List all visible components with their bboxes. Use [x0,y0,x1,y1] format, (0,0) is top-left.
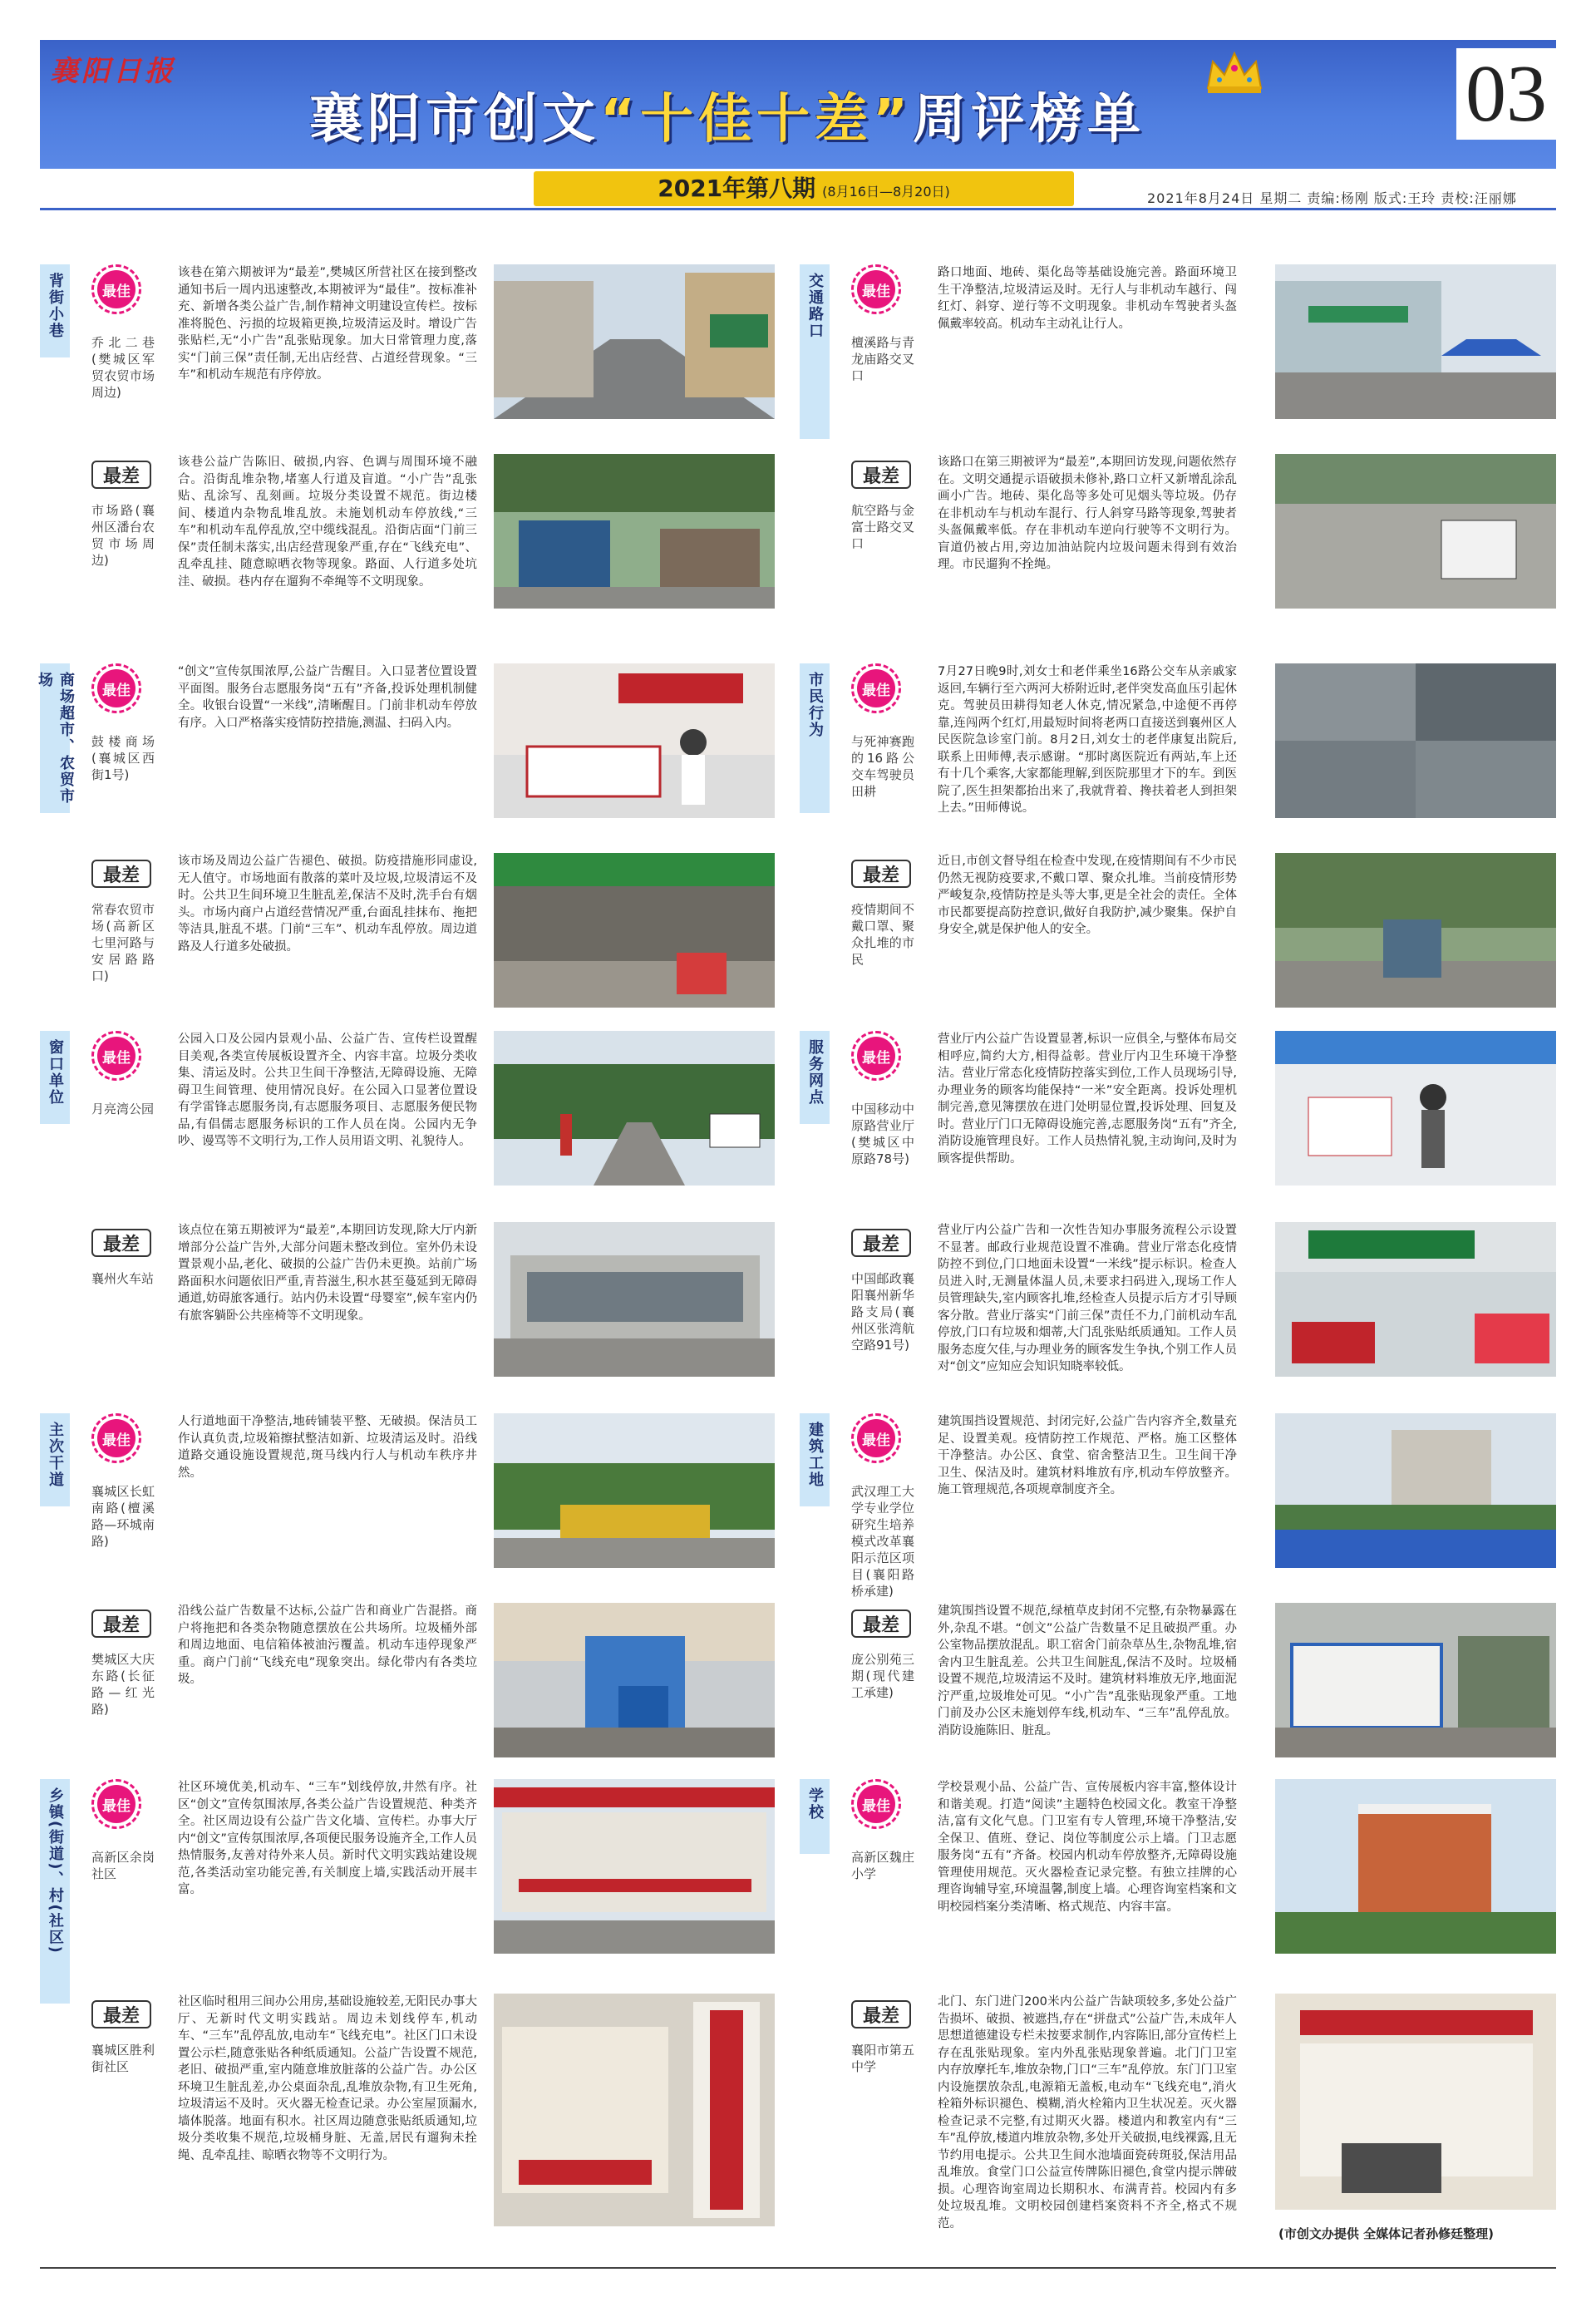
entry-text: 该点位在第五期被评为“最差”,本期回访发现,除大厅内新增部分公益广告外,大部分问题未整改到位。室外仍未设置景观小品,老化、破损的公益广告仍未更换。站前广场路面积水问题依旧严重,青苔滋生,积水甚至蔓延到无障碍通道,妨碍旅客通行。站内仍未设置“母婴室”,候车室内仍有旅客躺卧公共座椅等不文明现象。 [178,1224,477,1323]
entry-text: 该巷公益广告陈旧、破损,内容、色调与周围环境不融合。沿街乱堆杂物,堵塞人行道及盲道。“小广告”乱张贴、乱涂写、乱刻画。垃圾分类设置不规范。街边楼间、楼道内杂物乱堆乱放。未施划机动车停放线,“三车”和机动车乱停乱放,空中缆线混乱。沿街店面“门前三保”责任制未落实,出店经营现象严重,存在“飞线充电”、乱牵乱挂、随意晾晒衣物等现象。路面、人行道多处坑洼、破损。巷内存在遛狗不牵绳等不文明现象。 [178,456,477,589]
photo-daqing-road [494,1603,775,1757]
entry-text: 学校景观小品、公益广告、宣传展板内容丰富,整体设计和谐美观。打造“阅读”主题特色校园文化。教室干净整洁,富有文化气息。门卫室有专人管理,环境干净整洁,安全保卫、值班、登记、岗位等制度公示上墙。门卫志愿服务岗“五有”齐备。校园内机动车停放整齐,无障碍设施管理使用规范。灭火器检查记录完整。有独立挂牌的心理咨询辅导室,环境温馨,制度上墙。心理咨询室档案和文明校园档案分类清晰、格式规范、内容丰富。 [938,1781,1237,1914]
entry-place: 市场路(襄州区潘台农贸市场周边) [91,503,155,568]
issue-bar [534,171,1074,206]
best-badge: 最佳 [851,663,901,713]
entry-place: 襄州火车站 [91,1271,155,1286]
entry-text: 路口地面、地砖、渠化岛等基础设施完善。路面环境卫生干净整洁,垃圾清运及时。无行人与非机动车越行、闯红灯、斜穿、逆行等不文明现象。非机动车驾驶者头盔佩戴率较高。机动车主动礼让行人。 [938,266,1237,331]
entry-place: 中国邮政襄阳襄州新华路支局(襄州区张湾航空路91号) [851,1271,914,1353]
entry-text: 社区临时租用三间办公用房,基础设施较差,无阳民办事大厅、无新时代文明实践站。周边未划线停车,机动车、“三车”乱停乱放,电动车“飞线充电”。社区门口未设置公示栏,随意张贴各种纸质通知。公益广告设置不规范,老旧、破损严重,室内随意堆放脏落的公益广告。办公区环境卫生脏乱差,办公桌面杂乱,乱堆放杂物,有卫生死角,垃圾清运不及时。灭火器无检查记录。办公室屋顶漏水,墙体脱落。地面有积水。社区周边随意张贴纸质通知,垃圾分类收集不规范,垃圾桶身脏、无盖,居民有遛狗未拴绳、乱牵乱挂、晾晒衣物等不文明行为。 [178,1995,477,2162]
worst-badge: 最差 [851,1229,911,1257]
entry-text: 人行道地面干净整洁,地砖铺装平整、无破损。保洁员工作认真负责,垃圾箱擦拭整洁如新、垃圾清运及时。沿线道路交通设施设置规范,斑马线内行人与机动车秩序井然。 [178,1415,477,1480]
best-badge: 最佳 [91,1031,141,1081]
photo-moon-bay-park [494,1031,775,1186]
photo-bus-cctv [1275,663,1556,818]
category-intersection: 交通路口 [800,264,830,439]
photo-gathering-citizens [1275,853,1556,1008]
entry-place: 庞公别苑三期(现代建工承建) [851,1652,914,1700]
entry-place: 襄阳市第五中学 [851,2043,914,2074]
entry-place: 襄城区胜利街社区 [91,2043,155,2074]
best-badge: 最佳 [851,1031,901,1081]
worst-badge: 最差 [91,1229,151,1257]
entry-place: 高新区余岗社区 [91,1850,155,1881]
category-township: 乡镇(街道)、村(社区) [40,1779,70,2004]
title-suffix: 周评榜单 [913,89,1146,150]
entry-text: 沿线公益广告数量不达标,公益广告和商业广告混搭。商户将拖把和各类杂物随意摆放在公共场所。垃圾桶外部和周边地面、电信箱体被油污覆盖。机动车违停现象严重。商户门前“飞线充电”现象突出。绿化带内有各类垃圾。 [178,1604,477,1686]
entry-text: 建筑围挡设置规范、封闭完好,公益广告内容齐全,数量充足、设置美观。疫情防控工作规范、严格。施工区整体干净整洁。办公区、食堂、宿舍整洁卫生。卫生间干净卫生、保洁及时。建筑材料堆放有序,机动车停放整齐。施工管理规范,各项规章制度齐全。 [938,1415,1237,1496]
entry-text: 社区环境优美,机动车、“三车”划线停放,井然有序。社区“创文”宣传氛围浓厚,各类公益广告设置规范、种类齐全。社区周边设有公益广告文化墙、宣传栏。办事大厅内“创文”宣传氛围浓厚,各项便民服务设施齐全,工作人员热情服务,友善对待外来人员。新时代文明实践站建设规范,各类活动室功能完善,有关制度上墙,实践活动开展丰富。 [178,1781,477,1896]
paper-logo: 襄阳日报 [50,55,176,88]
edition-meta: 2021年8月24日 星期二 责编:杨刚 版式:王玲 责校:汪丽娜 [1147,190,1517,206]
worst-badge: 最差 [851,1609,911,1638]
issue-range: (8月16日—8月20日) [822,184,950,200]
category-main-road: 主次干道 [40,1413,70,1506]
entry-place: 月亮湾公园 [91,1102,155,1116]
entry-place: 与死神赛跑的16路公交车驾驶员田耕 [851,734,914,799]
photo-tanxi-intersection [1275,264,1556,419]
photo-china-post-branch [1275,1222,1556,1377]
photo-yugang-community [494,1779,775,1954]
entry-text: 该巷在第六期被评为“最差”,樊城区所营社区在接到整改通知书后一周内迅速整改,本期被评为“最佳”。按标准补充、新增各类公益广告,制作精神文明建设宣传栏。按标准将脱色、污损的垃圾箱更换,垃圾清运及时。增设广告张贴栏,无“小广告”乱张贴现象。加大日常管理力度,落实“门前三保”责任制,无出店经营、占道经营现象。“三车”和机动车规范有序停放。 [178,266,477,382]
issue-label: 2021年第八期 [658,175,816,202]
top-rule [40,208,1556,210]
entry-place: 襄城区长虹南路(檀溪路—环城南路) [91,1484,155,1549]
entry-text: 营业厅内公益广告设置显著,标识一应俱全,与整体布局交相呼应,简约大方,相得益彰。营业厅内卫生环境干净整洁。营业厅常态化疫情防控落实到位,工作人员现场引导,办理业务的顾客均能保持“一米”安全距离。投诉处理机制完善,意见簿摆放在进门处明显位置,投诉处理、回复及时。营业厅门口无障碍设施完善,志愿服务岗“五有”齐全,消防设施管理良好。工作人员热情礼貌,主动询问,及时为顾客提供帮助。 [938,1033,1237,1166]
best-badge: 最佳 [91,264,141,314]
photo-no5-middle-school [1275,1994,1556,2210]
crown-icon [1201,47,1268,96]
category-citizen: 市民行为 [800,663,830,813]
photo-backstreet-alley [494,264,775,419]
photo-shengli-street [494,1994,775,2226]
photo-china-mobile-hall [1275,1031,1556,1186]
category-school: 学校 [800,1779,830,1854]
entry-text: 公园入口及公园内景观小品、公益广告、宣传栏设置醒目美观,各类宣传展板设置齐全、内容丰富。垃圾分类收集、清运及时。公共卫生间干净整洁,无障碍设施、无障碍卫生间管理、使用情况良好。在公园入口显著位置设有学雷锋志愿服务岗,有志愿服务项目、志愿服务便民物品,有倡儒志愿服务标识的工作人员在岗。公园内无争吵、谩骂等不文明行为,工作人员用语文明、礼貌待人。 [178,1033,477,1148]
photo-railway-station [494,1222,775,1377]
entry-text: 7月27日晚9时,刘女士和老伴乘坐16路公交车从亲戚家返回,车辆行至六两河大桥附近时,老伴突发高血压引起休克。驾驶员田耕得知老人休克,情况紧急,中途便不再停靠,连闯两个红灯,用最短时间将老两口直接送到襄州区人民医院急诊室门前。8月2日,刘女士的老伴康复出院后,联系上田师傅,表示感谢。“那时离医院近有两站,车上还有十几个乘客,大家都能理解,到医院那里才下的车。到医院了,医生担架都抬出来了,我就背着、搀扶着老人到担架上去。”田师傅说。 [938,665,1237,815]
entry-place: 常春农贸市场(高新区七里河路与安居路路口) [91,902,155,983]
entry-place: 中国移动中原路营业厅(樊城区中原路78号) [851,1102,914,1166]
best-badge: 最佳 [91,1779,141,1829]
entry-place: 疫情期间不戴口罩、聚众扎堆的市民 [851,902,914,967]
entry-place: 武汉理工大学专业学位研究生培养模式改革襄阳示范区项目(襄阳路桥承建) [851,1484,914,1599]
worst-badge: 最差 [91,461,151,489]
photo-mall-service-desk [494,663,775,818]
entry-text: 建筑围挡设置不规范,绿植草皮封闭不完整,有杂物暴露在外,杂乱不堪。“创文”公益广告数量不足且破损严重。办公室物品摆放混乱。职工宿舍门前杂草丛生,杂物乱堆,宿舍内卫生脏乱差。公共卫生间脏乱,保洁不及时。垃圾桶设置不规范,垃圾清运不及时。建筑材料堆放无序,地面泥泞严重,垃圾堆处可见。“小广告”乱张贴现象严重。工地门前及办公区未施划停车线,机动车、“三车”乱停乱放。消防设施陈旧、脏乱。 [938,1604,1237,1738]
category-backstreet: 背街小巷 [40,264,70,357]
bottom-rule [40,2267,1556,2269]
title-prefix: 襄阳市创文 [309,89,600,150]
photo-hangkong-intersection [1275,454,1556,609]
entry-text: 该路口在第三期被评为“最差”,本期回访发现,问题依然存在。文明交通提示语破损未修补,路口立杆又新增乱涂乱画小广告。地砖、渠化岛等多处可见烟头等垃圾。仍存在非机动车与机动车混行、行人斜穿马路等现象,驾驶者头盔佩戴率低。存在非机动车逆向行驶等不文明行为。盲道仍被占用,旁边加油站院内垃圾问题未得到有效治理。市民遛狗不拴绳。 [938,456,1237,571]
entry-place: 乔北二巷(樊城区军贸农贸市场周边) [91,335,155,400]
entry-text: 北门、东门进门200米内公益广告缺项较多,多处公益广告损坏、破损、被遮挡,存在“拼盘式”公益广告,未成年人思想道德建设专栏未按要求制作,内容陈旧,部分宣传栏上存在乱张贴现象。室内外乱张贴现象普遍。北门门卫室内存放摩托车,堆放杂物,门口“三车”乱停放。东门门卫室内设施摆放杂乱,电源箱无盖板,电动车“飞线充电”,消火栓箱外标识褪色、模糊,消火栓箱内卫生状况差。灭火器检查记录不完整,有过期灭火器。楼道内和教室内有“三车”乱停放,楼道内堆放杂物,多处开关破损,电线裸露,且无节约用电提示。公共卫生间水池墙面瓷砖斑驳,保洁用品乱堆放。食堂门口公益宣传牌陈旧褪色,食堂内提示牌破损。心理咨询室周边长期积水、布满青苔。校园内有多处垃圾乱堆。文明校园创建档案资料不齐全,格式不规范。 [938,1995,1237,2231]
photo-construction-site-worst [1275,1603,1556,1757]
photo-changhong-road [494,1413,775,1568]
credit-line: (市创文办提供 全媒体记者孙修廷整理) [1278,2226,1494,2241]
worst-badge: 最差 [91,1609,151,1638]
photo-farmers-market [494,853,775,1008]
best-badge: 最佳 [91,1413,141,1463]
worst-badge: 最差 [851,860,911,888]
entry-place: 航空路与金富士路交叉口 [851,503,914,551]
photo-construction-site-best [1275,1413,1556,1568]
entry-place: 檀溪路与青龙庙路交叉口 [851,335,914,383]
page-title [309,76,1145,153]
entry-text: 该市场及周边公益广告褪色、破损。防疫措施形同虚设,无人值守。市场地面有散落的菜叶及垃圾,垃圾清运不及时。公共卫生间环境卫生脏乱差,保洁不及时,洗手台有烟头。市场内商户占道经营情况严重,台面乱挂抹布、拖把等洁具,脏乱不堪。门前“三车”、机动车乱停放。周边道路及人行道多处破损。 [178,855,477,954]
entry-text: 近日,市创文督导组在检查中发现,在疫情期间有不少市民仍然无视防疫要求,不戴口罩、聚众扎堆。当前疫情形势严峻复杂,疫情防控是头等大事,更是全社会的责任。全体市民都要提高防控意识,做好自我防护,减少聚集。保护自身安全,就是保护他人的安全。 [938,855,1237,936]
entry-text: 营业厅内公益广告和一次性告知办事服务流程公示设置不显著。邮政行业规范设置不准确。营业厅常态化疫情防控不到位,门口地面未设置“一米线”提示标识。检查人员进入时,无测量体温人员,未要求扫码进入,现场工作人员管理缺失,室内顾客扎堆,经检查人员提示后方才引导顾客分散。营业厅落实“门前三保”责任不力,门前机动车乱停放,门口有垃圾和烟蒂,大门乱张贴纸质通知。工作人员服务态度欠佳,与办理业务的顾客发生争执,个别工作人员对“创文”应知应会知识知晓率较低。 [938,1224,1237,1373]
worst-badge: 最差 [91,2000,151,2028]
worst-badge: 最差 [851,461,911,489]
entry-place: 鼓楼商场(襄城区西街1号) [91,734,155,782]
entry-place: 樊城区大庆东路(长征路—红光路) [91,1652,155,1717]
category-window-unit: 窗口单位 [40,1031,70,1124]
page-number: 03 [1456,48,1556,140]
best-badge: 最佳 [91,663,141,713]
category-construction: 建筑工地 [800,1413,830,1506]
best-badge: 最佳 [851,1779,901,1829]
entry-place: 高新区魏庄小学 [851,1850,914,1881]
entry-text: “创文”宣传氛围浓厚,公益广告醒目。入口显著位置设置平面图。服务台志愿服务岗“五有”齐备,投诉处理机制健全。收银台设置“一米线”,清晰醒目。门前非机动车停放有序。入口严格落实疫情防控措施,测温、扫码入内。 [178,665,477,730]
title-quote: “十佳十差” [600,89,914,150]
worst-badge: 最差 [851,2000,911,2028]
best-badge: 最佳 [851,264,901,314]
category-market: 商场超市、农贸市场 [40,663,70,813]
worst-badge: 最差 [91,860,151,888]
best-badge: 最佳 [851,1413,901,1463]
category-service-outlet: 服务网点 [800,1031,830,1124]
photo-market-road [494,454,775,609]
photo-weizhuang-school [1275,1779,1556,1954]
